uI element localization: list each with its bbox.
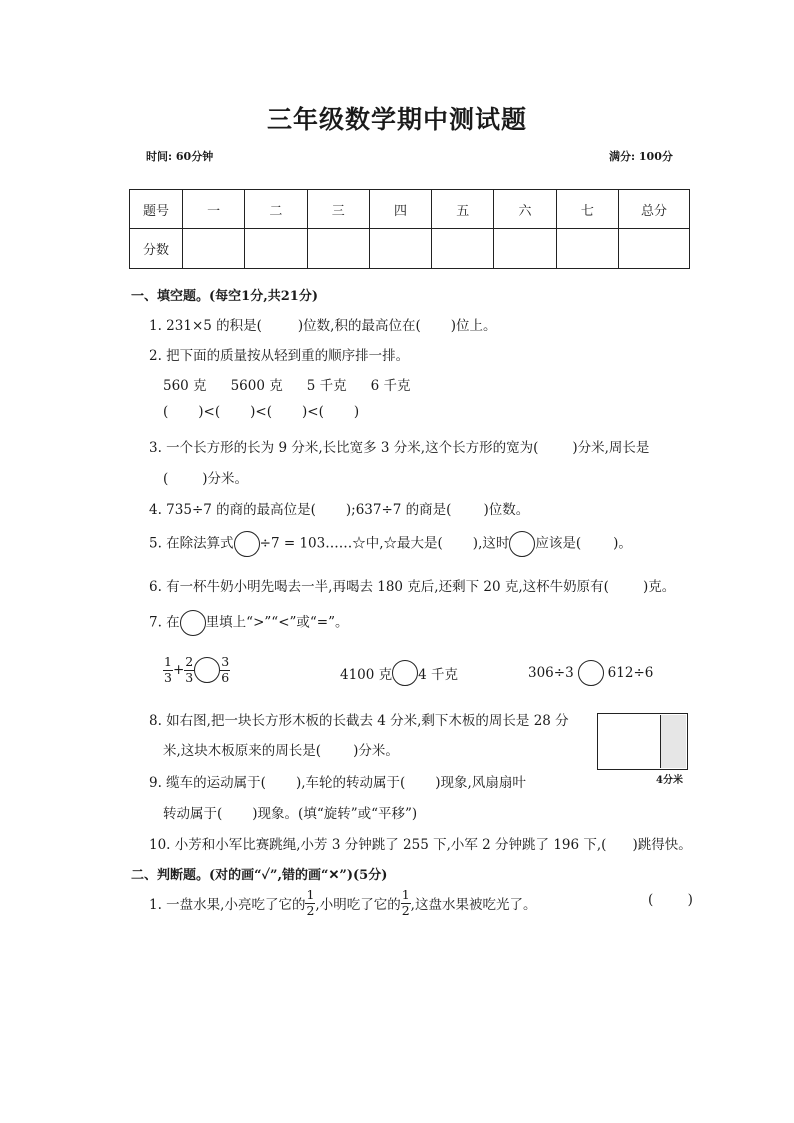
fraction-numerator: 3 [221, 654, 230, 669]
fraction-numerator: 2 [185, 654, 194, 669]
q9-text: 转动属于( [163, 806, 223, 822]
score-table-header-row [130, 190, 690, 229]
fraction-numerator: 1 [164, 654, 172, 669]
board-cut-section [660, 715, 686, 768]
jq1-text: 1. 一盘水果,小亮吃了它的 [149, 897, 306, 913]
question-7 [149, 610, 349, 636]
q7-text: 306÷3 [528, 665, 574, 681]
answer-circle[interactable] [234, 531, 260, 557]
score-table-header-cell: 四 [369, 190, 431, 229]
q2-item: 6 千克 [370, 378, 411, 394]
fraction-numerator: 1 [306, 887, 315, 902]
q2-item: 5 千克 [306, 378, 347, 394]
fraction-numerator: 1 [401, 887, 410, 902]
q10-text: 10. 小芳和小军比赛跳绳,小芳 3 分钟跳了 255 下,小军 2 分钟跳了 196 下,( [149, 837, 607, 853]
q5-text: ),这时 [472, 535, 510, 552]
score-table-header-cell: 六 [494, 190, 556, 229]
q6-text: )克。 [642, 579, 676, 595]
question-2: 2. 把下面的质量按从轻到重的顺序排一排。 [149, 348, 410, 364]
score-table-score-row [130, 229, 690, 269]
q9-text: 9. 缆车的运动属于( [149, 775, 266, 791]
q4-text: );637÷7 的商是( [345, 502, 452, 518]
score-input-cell[interactable] [183, 229, 245, 269]
score-table [129, 189, 690, 269]
q3-text: 3. 一个长方形的长为 9 分米,长比宽多 3 分米,这个长方形的宽为( [149, 440, 539, 456]
fraction-denominator: 2 [306, 902, 315, 918]
q5-text: )。 [613, 535, 632, 552]
judgement-question-1 [149, 889, 536, 917]
q7-text: 里填上“>”“<”或“=”。 [205, 614, 349, 631]
q7-text: 612÷6 [607, 665, 654, 681]
q3-text: )分米,周长是 [572, 440, 650, 456]
q9-text: )现象,风扇扇叶 [435, 775, 526, 791]
q2-item: 560 克 [163, 378, 207, 394]
time-limit: 时间: 60分钟 [146, 150, 214, 163]
page-title: 三年级数学期中测试题 [266, 105, 527, 134]
q7-item-fractions [163, 656, 230, 684]
fraction [184, 656, 194, 684]
q6-text: 6. 有一杯牛奶小明先喝去一半,再喝去 180 克后,还剩下 20 克,这杯牛奶原有( [149, 579, 609, 595]
q2-order-part: )<( [198, 404, 221, 420]
fraction [401, 889, 411, 917]
answer-circle[interactable] [392, 660, 418, 686]
question-10 [149, 833, 692, 853]
answer-circle[interactable] [578, 660, 604, 686]
full-score: 满分: 100分 [609, 150, 673, 163]
question-9-line2 [163, 802, 417, 822]
q7-item-weight [340, 660, 458, 686]
q2-order-part: ) [353, 404, 360, 420]
score-table-header-cell: 三 [307, 190, 369, 229]
q7-text: 7. 在 [149, 614, 180, 631]
q9-text: )现象。(填“旋转”或“平移”) [252, 806, 418, 822]
fraction [163, 656, 173, 684]
score-input-cell[interactable] [245, 229, 307, 269]
board-cut-label: 4分米 [656, 775, 683, 786]
q8-text: 米,这块木板原来的周长是( [163, 743, 322, 759]
q1-text: 1. 231×5 的积是( [149, 318, 262, 334]
question-1 [149, 314, 497, 334]
fraction-denominator: 2 [401, 902, 410, 918]
q5-text: 5. 在除法算式 [149, 535, 234, 552]
fraction-denominator: 3 [164, 669, 172, 685]
q7-item-division [528, 660, 653, 686]
fraction [305, 889, 315, 917]
question-9 [149, 771, 526, 791]
fraction-denominator: 6 [221, 669, 230, 685]
question-8: 8. 如右图,把一块长方形木板的长截去 4 分米,剩下木板的周长是 28 分 [149, 713, 569, 729]
q5-text: ÷7 = 103……☆中,☆最大是( [259, 535, 443, 552]
section2-heading: 二、判断题。(对的画“✓”,错的画“✕”)(5分) [131, 868, 388, 883]
score-row-label: 分数 [130, 229, 183, 269]
score-table-header-cell: 一 [183, 190, 245, 229]
q2-item: 5600 克 [230, 378, 283, 394]
question-6 [149, 575, 675, 595]
q4-text: )位数。 [483, 502, 530, 518]
question-3-line2 [163, 467, 248, 487]
score-input-cell[interactable] [619, 229, 690, 269]
section1-heading: 一、填空题。(每空1分,共21分) [131, 289, 318, 304]
answer-circle[interactable] [180, 610, 206, 636]
jq1-text: ,小明吃了它的 [315, 897, 401, 913]
q2-order-blanks [163, 404, 359, 420]
score-input-cell[interactable] [432, 229, 494, 269]
jq1-text: ,这盘水果被吃光了。 [410, 897, 537, 913]
score-table-header-cell: 总分 [619, 190, 690, 229]
plus-sign: + [172, 662, 185, 678]
question-5 [149, 531, 632, 557]
judgement-answer-paren[interactable]: ( ) [648, 892, 693, 908]
q2-order-part: ( [163, 404, 169, 420]
q3-text: )分米。 [202, 471, 249, 487]
q2-order-part: )<( [302, 404, 324, 420]
score-table-header-cell: 七 [556, 190, 618, 229]
question-8-line2 [163, 739, 399, 759]
fraction [220, 656, 230, 684]
answer-circle[interactable] [194, 657, 220, 683]
score-input-cell[interactable] [494, 229, 556, 269]
score-input-cell[interactable] [307, 229, 369, 269]
q7-text: 4100 克 [340, 667, 393, 683]
fraction-denominator: 3 [185, 669, 194, 685]
score-input-cell[interactable] [369, 229, 431, 269]
q2-items [163, 374, 411, 394]
q1-text: )位上。 [450, 318, 497, 334]
q5-text: 应该是( [535, 535, 582, 552]
q2-order-part: )<( [250, 404, 272, 420]
score-table-header-cell: 五 [432, 190, 494, 229]
question-4 [149, 498, 529, 518]
q8-text: )分米。 [353, 743, 399, 759]
q1-text: )位数,积的最高位在( [297, 318, 421, 334]
q10-text: )跳得快。 [632, 837, 692, 853]
q9-text: ),车轮的转动属于( [295, 775, 406, 791]
q7-text: 4 千克 [418, 667, 459, 683]
score-input-cell[interactable] [556, 229, 618, 269]
answer-circle[interactable] [509, 531, 535, 557]
score-table-header-cell: 题号 [130, 190, 183, 229]
q3-text: ( [163, 471, 169, 487]
q4-text: 4. 735÷7 的商的最高位是( [149, 502, 316, 518]
score-table-header-cell: 二 [245, 190, 307, 229]
question-3 [149, 436, 649, 456]
